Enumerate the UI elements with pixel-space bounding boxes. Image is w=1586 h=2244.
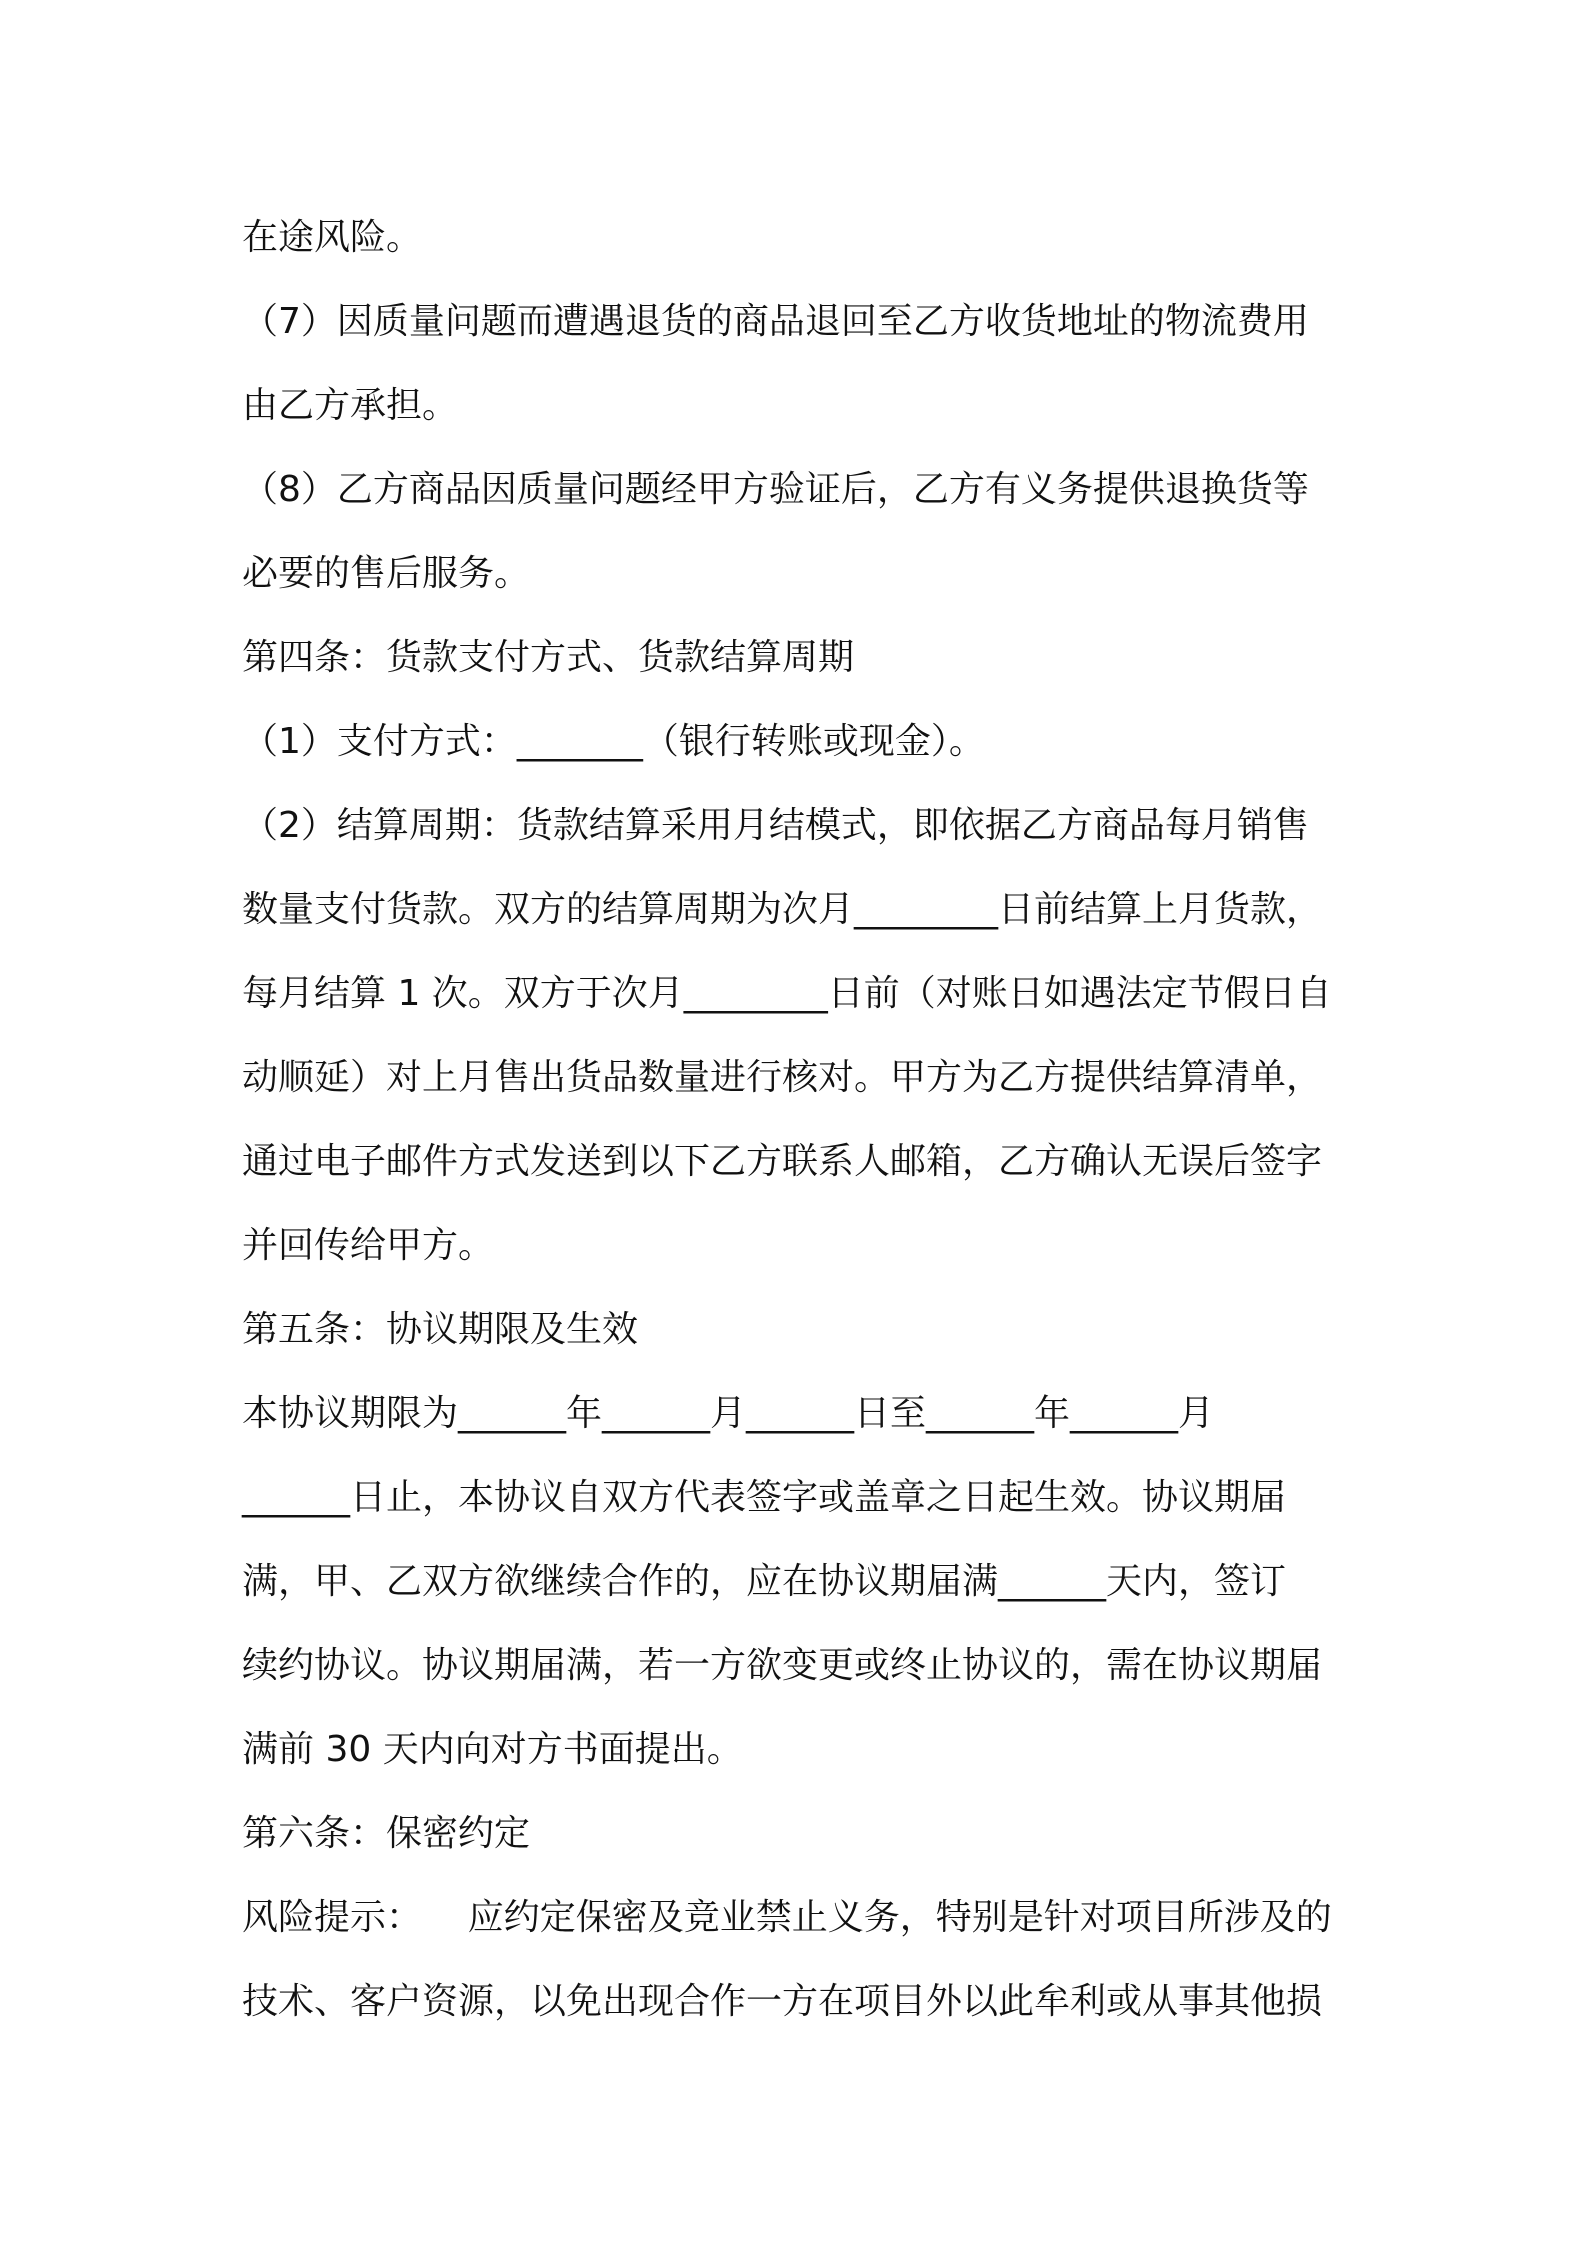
text-line: 风险提示： 应约定保密及竞业禁止义务，特别是针对项目所涉及的 [242, 1897, 1332, 1938]
text-line: 每月结算 1 次。双方于次月________日前（对账日如遇法定节假日自 [242, 973, 1332, 1014]
text-line: 在途风险。 [242, 217, 423, 258]
text-line: 由乙方承担。 [242, 385, 459, 426]
text-line: ______日止，本协议自双方代表签字或盖章之日起生效。协议期届 [242, 1477, 1287, 1518]
section-heading: 第四条：货款支付方式、货款结算周期 [242, 637, 855, 678]
text-line: 通过电子邮件方式发送到以下乙方联系人邮箱，乙方确认无误后签字 [242, 1141, 1323, 1182]
text-line: 必要的售后服务。 [242, 553, 531, 594]
section-heading: 第六条：保密约定 [242, 1813, 531, 1854]
text-line: （2）结算周期：货款结算采用月结模式，即依据乙方商品每月销售 [242, 805, 1309, 846]
text-line: 满前 30 天内向对方书面提出。 [242, 1729, 743, 1770]
text-line: （8）乙方商品因质量问题经甲方验证后，乙方有义务提供退换货等 [242, 469, 1309, 510]
document-body [242, 196, 1360, 2044]
text-line: 满，甲、乙双方欲继续合作的，应在协议期届满______天内，签订 [242, 1561, 1287, 1602]
text-line: 续约协议。协议期届满，若一方欲变更或终止协议的，需在协议期届 [242, 1645, 1323, 1686]
text-line: 并回传给甲方。 [242, 1225, 495, 1266]
text-line: （7）因质量问题而遭遇退货的商品退回至乙方收货地址的物流费用 [242, 301, 1309, 342]
text-line: 本协议期限为______年______月______日至______年______月 [242, 1393, 1215, 1434]
section-heading: 第五条：协议期限及生效 [242, 1309, 639, 1350]
text-line: 技术、客户资源，以免出现合作一方在项目外以此牟利或从事其他损 [242, 1981, 1323, 2022]
text-line: 数量支付货款。双方的结算周期为次月________日前结算上月货款， [242, 889, 1323, 930]
text-line: 动顺延）对上月售出货品数量进行核对。甲方为乙方提供结算清单， [242, 1057, 1323, 1098]
text-line: （1）支付方式：_______（银行转账或现金）。 [242, 721, 985, 762]
